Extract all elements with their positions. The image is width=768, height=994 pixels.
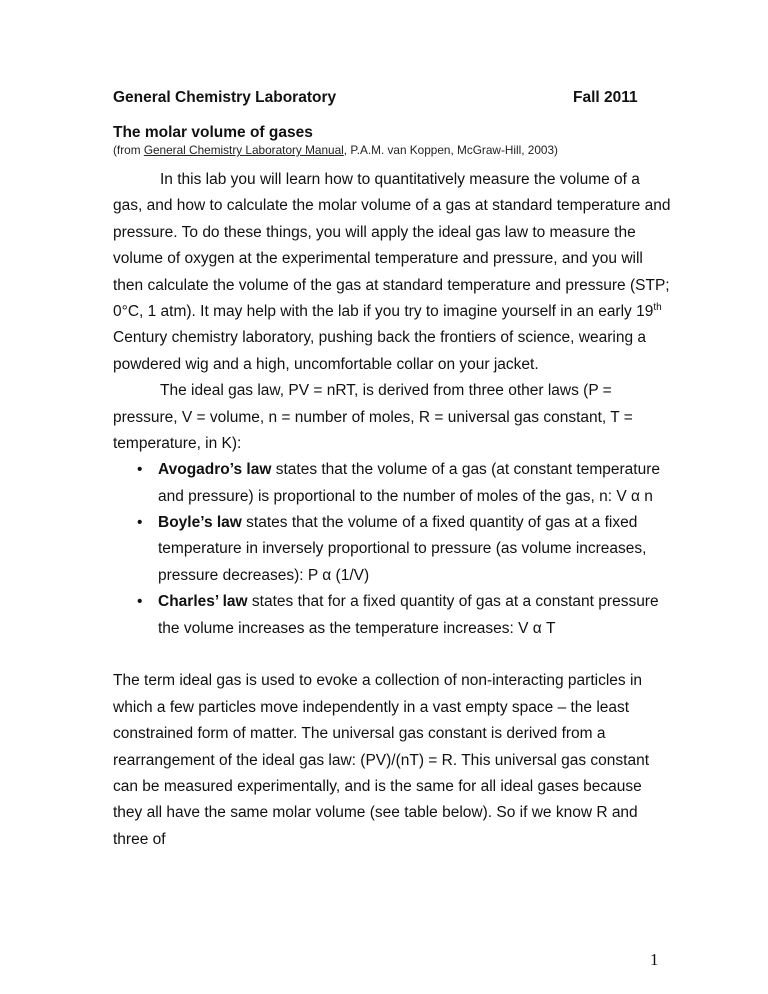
paragraph-3-line: three of bbox=[113, 830, 166, 848]
superscript: th bbox=[653, 301, 662, 313]
citation-book-title: General Chemistry Laboratory Manual bbox=[143, 143, 344, 157]
paragraph-3-line: The term ideal gas is used to evoke a collection of non-interacting particles in bbox=[113, 672, 643, 690]
bullet-continuation: and pressure) is proportional to the number of moles of the gas, n: V α n bbox=[158, 487, 653, 505]
bullet-continuation: the volume increases as the temperature increases: V α T bbox=[158, 619, 556, 637]
paragraph-1-line bbox=[113, 299, 662, 325]
course-name: General Chemistry Laboratory bbox=[113, 89, 337, 106]
bullet-item bbox=[113, 510, 658, 536]
page-number: 1 bbox=[650, 950, 659, 969]
paragraph-1-line: pressure. To do these things, you will apply the ideal gas law to measure the bbox=[113, 223, 636, 241]
line-text: 0°C, 1 atm). It may help with the lab if you try to imagine yourself in an early 19 bbox=[113, 302, 654, 320]
paragraph-1-line: In this lab you will learn how to quantitatively measure the volume of a bbox=[160, 171, 640, 188]
bullet-icon: • bbox=[137, 461, 143, 479]
paragraph-1-line: powdered wig and a high, uncomfortable collar on your jacket. bbox=[113, 355, 539, 373]
bullet-text: states that the volume of a fixed quantity of gas at a fixed bbox=[241, 514, 638, 532]
paragraph-3-line: rearrangement of the ideal gas law: (PV)/(nT) = R. This universal gas constant bbox=[113, 751, 650, 769]
bullet-icon: • bbox=[137, 593, 143, 611]
bullet-term: Charles’ law bbox=[158, 593, 248, 611]
citation bbox=[113, 143, 558, 157]
paragraph-1-line: volume of oxygen at the experimental temperature and pressure, and you will bbox=[113, 250, 643, 268]
paragraph-3-line: they all have the same molar volume (see table below). So if we know R and bbox=[113, 804, 638, 822]
bullet-item bbox=[113, 589, 658, 615]
paragraph-1-line: Century chemistry laboratory, pushing back the frontiers of science, wearing a bbox=[113, 329, 646, 347]
bullet-item bbox=[113, 457, 658, 483]
blank-line bbox=[113, 642, 658, 668]
term-label: Fall 2011 bbox=[573, 89, 638, 106]
paragraph-2-line: The ideal gas law, PV = nRT, is derived from three other laws (P = bbox=[160, 382, 612, 400]
paragraph-3-line: can be measured experimentally, and is the same for all ideal gases because bbox=[113, 777, 642, 795]
bullet-text: states that for a fixed quantity of gas at a constant pressure bbox=[247, 593, 659, 611]
paragraph-3-line: which a few particles move independently in a vast empty space – the least bbox=[113, 698, 630, 716]
bullet-continuation: pressure decreases): P α (1/V) bbox=[158, 566, 370, 584]
paragraph-2-line: temperature, in K): bbox=[113, 434, 242, 452]
paragraph-3-line: constrained form of matter. The universal gas constant is derived from a bbox=[113, 725, 606, 743]
paragraph-1-line: gas, and how to calculate the molar volume of a gas at standard temperature and bbox=[113, 197, 671, 215]
citation-prefix: (from bbox=[113, 143, 144, 157]
paragraph-2-line: pressure, V = volume, n = number of moles, R = universal gas constant, T = bbox=[113, 408, 633, 426]
bullet-term: Boyle’s law bbox=[158, 514, 242, 532]
citation-suffix: , P.A.M. van Koppen, McGraw-Hill, 2003) bbox=[343, 143, 558, 157]
document-title: The molar volume of gases bbox=[113, 124, 313, 141]
bullet-text: states that the volume of a gas (at constant temperature bbox=[271, 461, 660, 479]
document-body bbox=[113, 167, 671, 853]
bullet-icon: • bbox=[137, 514, 143, 532]
bullet-term: Avogadro’s law bbox=[158, 461, 272, 479]
bullet-continuation: temperature in inversely proportional to pressure (as volume increases, bbox=[158, 540, 647, 558]
paragraph-1-line: then calculate the volume of the gas at standard temperature and pressure (STP; bbox=[113, 276, 670, 294]
